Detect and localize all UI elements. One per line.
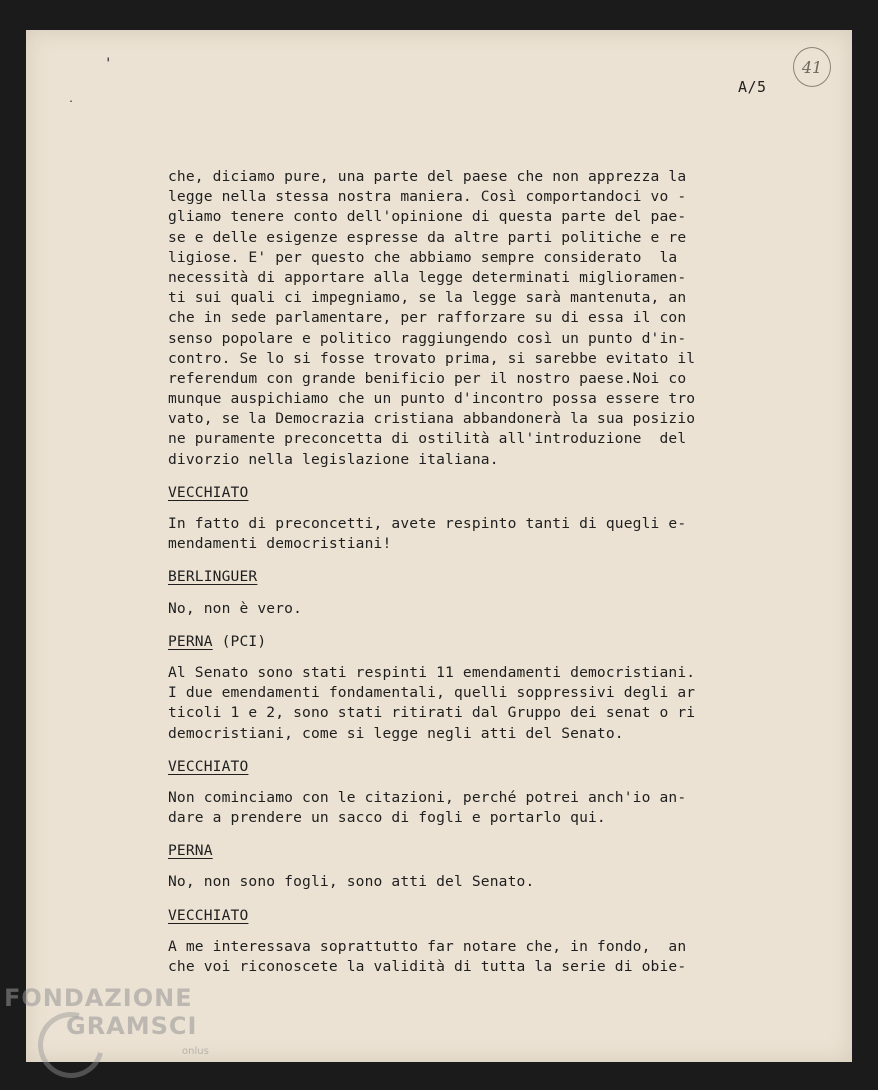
speaker-name: VECCHIATO: [168, 483, 249, 501]
speaker-block: [168, 632, 788, 744]
intro-paragraph: [168, 167, 788, 470]
speaker-name: PERNA: [168, 842, 213, 860]
typed-dot: .: [68, 94, 75, 105]
text-line: legge nella stessa nostra maniera. Così comportandoci vo -: [168, 188, 687, 206]
text-line: mendamenti democristiani!: [168, 535, 392, 553]
text-line: gliamo tenere conto dell'opinione di questa parte del pae-: [168, 208, 687, 226]
speaker-block: [168, 841, 788, 892]
speaker-heading: [168, 841, 788, 861]
speaker-heading: [168, 632, 788, 652]
text-line: A me interessava soprattutto far notare che, in fondo, an: [168, 937, 687, 955]
watermark-small: onlus: [182, 1046, 209, 1057]
text-line: Al Senato sono stati respinti 11 emendamenti democristiani.: [168, 663, 696, 681]
text-line: ligiose. E' per questo che abbiamo sempre considerato la: [168, 248, 678, 266]
transcript-body: [168, 167, 788, 977]
speaker-name: VECCHIATO: [168, 906, 249, 924]
text-line: ti sui quali ci impegniamo, se la legge sarà mantenuta, an: [168, 289, 687, 307]
text-line: Non cominciamo con le citazioni, perché potrei anch'io an-: [168, 788, 687, 806]
text-line: referendum con grande benificio per il nostro paese.Noi co: [168, 369, 687, 387]
archive-number-stamp: [793, 47, 831, 87]
speaker-party: (PCI): [212, 632, 267, 650]
speaker-block: [168, 757, 788, 829]
watermark-line2: GRAMSCI: [66, 1012, 198, 1040]
text-line: ticoli 1 e 2, sono stati ritirati dal Gruppo dei senat o ri: [168, 704, 696, 722]
text-line: senso popolare e politico raggiungendo così un punto d'in-: [168, 329, 687, 347]
page-number: A/5: [738, 78, 767, 96]
text-line: necessità di apportare alla legge determinati miglioramen-: [168, 268, 687, 286]
speaker-name: BERLINGUER: [168, 568, 258, 586]
text-line: dare a prendere un sacco di fogli e portarlo qui.: [168, 809, 606, 827]
text-line: divorzio nella legislazione italiana.: [168, 450, 499, 468]
text-line: democristiani, come si legge negli atti del Senato.: [168, 724, 624, 742]
speaker-heading: [168, 483, 788, 503]
text-line: contro. Se lo si fosse trovato prima, si sarebbe evitato il: [168, 349, 696, 367]
text-line: se e delle esigenze espresse da altre parti politiche e re: [168, 228, 687, 246]
text-line: No, non è vero.: [168, 599, 303, 617]
speaker-block: [168, 906, 788, 978]
text-line: che voi riconoscete la validità di tutta la serie di obie-: [168, 958, 687, 975]
text-line: No, non sono fogli, sono atti del Senato.: [168, 873, 535, 891]
archive-number: 41: [801, 57, 823, 77]
speaker-block: [168, 567, 788, 618]
text-line: In fatto di preconcetti, avete respinto tanti di quegli e-: [168, 515, 687, 532]
text-line: I due emendamenti fondamentali, quelli soppressivi degli ar: [168, 684, 696, 702]
text-line: munque auspichiamo che un punto d'incontro possa essere tro: [168, 390, 696, 408]
text-line: ne puramente preconcetta di ostilità all'introduzione del: [168, 430, 687, 448]
speaker-name: PERNA: [168, 632, 213, 650]
text-line: che in sede parlamentare, per rafforzare su di essa il con: [168, 309, 687, 327]
speaker-heading: [168, 567, 788, 587]
speaker-block: [168, 483, 788, 555]
speaker-name: VECCHIATO: [168, 757, 249, 775]
watermark-line1: FONDAZIONE: [4, 984, 193, 1012]
text-line: vato, se la Democrazia cristiana abbandonerà la sua posizio: [168, 410, 696, 428]
document-page: [26, 30, 852, 1062]
speaker-heading: [168, 906, 788, 926]
typed-mark: ': [104, 56, 113, 72]
text-line: che, diciamo pure, una parte del paese che non apprezza la: [168, 168, 687, 185]
speaker-heading: [168, 757, 788, 777]
